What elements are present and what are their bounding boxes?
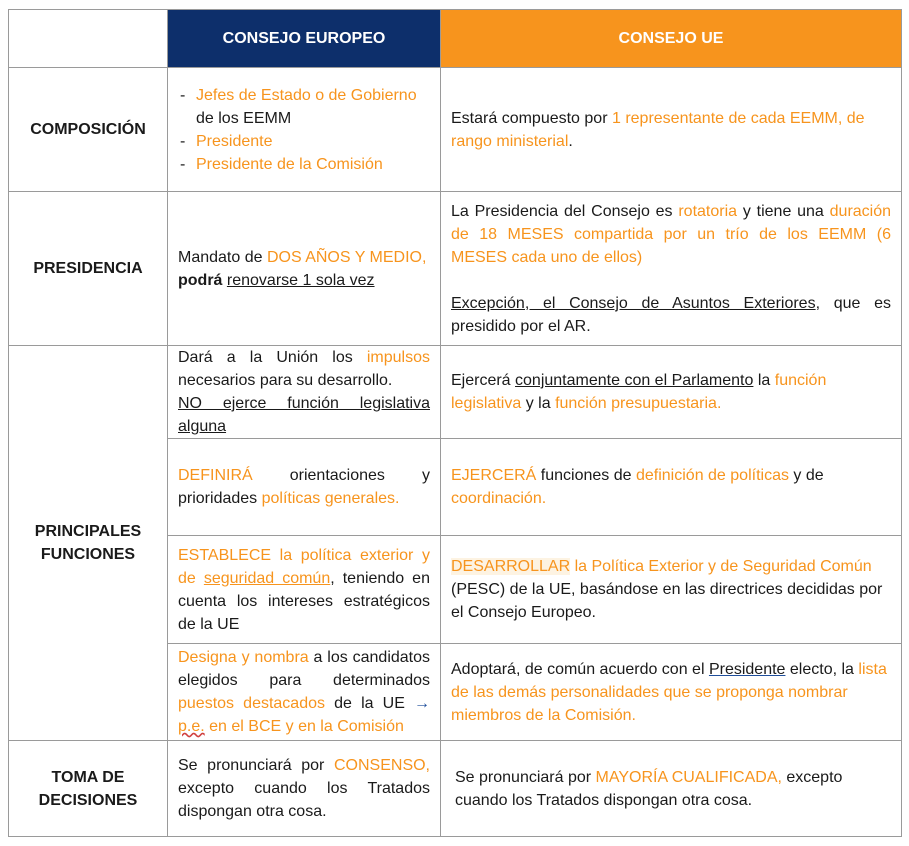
header-row <box>9 10 902 68</box>
funciones-1-ce-text: Dará a la Unión los impulsos necesarios para su desarrollo. <box>178 349 430 389</box>
funciones-4-cue-text: Adoptará, de común acuerdo con el Presidente electo, la lista de las demás personalidades que se proponga nombrar miembros de la Comisión. <box>451 660 887 724</box>
cell-toma-ce <box>168 741 441 837</box>
cell-funciones-4-ce <box>168 644 441 741</box>
row-presidencia <box>9 192 902 346</box>
arrow-right-icon: → <box>414 695 430 712</box>
cell-toma-cue <box>441 741 902 837</box>
composicion-cue-text: Estará compuesto por 1 representante de cada EEMM, de rango ministerial. <box>451 109 865 150</box>
header-corner-cell <box>9 10 168 68</box>
cell-funciones-1-cue <box>441 346 902 439</box>
cell-funciones-3-ce <box>168 536 441 644</box>
cell-presidencia-ce <box>168 192 441 346</box>
row-funciones-1 <box>9 346 902 439</box>
cell-funciones-2-ce <box>168 439 441 536</box>
row-label-funciones: PRINCIPALES FUNCIONES <box>9 346 168 741</box>
list-item: - Presidente de la Comisión <box>180 155 383 173</box>
cell-funciones-4-cue <box>441 644 902 741</box>
presidencia-cue-p2: Excepción, el Consejo de Asuntos Exteriores, que es presidido por el AR. <box>451 294 891 335</box>
comparison-table <box>8 9 902 837</box>
funciones-1-cue-text: Ejercerá conjuntamente con el Parlamento la función legislativa y la función presupuestaria. <box>451 372 827 412</box>
cell-funciones-2-cue <box>441 439 902 536</box>
list-item: - Presidente <box>180 132 273 150</box>
funciones-4-ce-text: Designa y nombra a los candidatos elegidos para determinados puestos destacados de la UE → p.e. en el BCE y en la Comisión <box>178 649 431 735</box>
funciones-1-ce-note: NO ejerce función legislativa alguna <box>178 395 430 435</box>
row-toma-decisiones <box>9 741 902 837</box>
row-label-presidencia: PRESIDENCIA <box>9 192 168 346</box>
list-item: - Jefes de Estado o de Gobierno de los EEMM <box>180 86 417 127</box>
toma-cue-text: Se pronunciará por MAYORÍA CUALIFICADA, excepto cuando los Tratados dispongan otra cosa. <box>455 768 843 809</box>
header-consejo-ue: CONSEJO UE <box>441 10 902 68</box>
cell-composicion-ce <box>168 68 441 192</box>
toma-ce-text: Se pronunciará por CONSENSO, excepto cuando los Tratados dispongan otra cosa. <box>178 757 430 820</box>
composicion-list <box>178 84 430 176</box>
cell-funciones-1-ce <box>168 346 441 439</box>
funciones-2-cue-text: EJERCERÁ funciones de definición de políticas y de coordinación. <box>451 467 824 507</box>
funciones-2-ce-text: DEFINIRÁ orientaciones y prioridades políticas generales. <box>178 467 430 507</box>
presidencia-ce-text: Mandato de DOS AÑOS Y MEDIO, podrá renovarse 1 sola vez <box>178 248 427 289</box>
cell-funciones-3-cue <box>441 536 902 644</box>
funciones-3-cue-text: DESARROLLAR la Política Exterior y de Seguridad Común (PESC) de la UE, basándose en las directrices decididas por el Consejo Europeo. <box>451 558 883 621</box>
cell-presidencia-cue <box>441 192 902 346</box>
row-label-composicion: COMPOSICIÓN <box>9 68 168 192</box>
row-composicion <box>9 68 902 192</box>
header-consejo-europeo: CONSEJO EUROPEO <box>168 10 441 68</box>
funciones-3-ce-text: ESTABLECE la política exterior y de seguridad común, teniendo en cuenta los intereses estratégicos de la UE <box>178 546 430 633</box>
presidencia-cue-p1: La Presidencia del Consejo es rotatoria y tiene una duración de 18 MESES compartida por un trío de los EEMM (6 MESES cada uno de ellos) <box>451 202 892 266</box>
cell-composicion-cue <box>441 68 902 192</box>
row-label-toma: TOMA DE DECISIONES <box>9 741 168 837</box>
